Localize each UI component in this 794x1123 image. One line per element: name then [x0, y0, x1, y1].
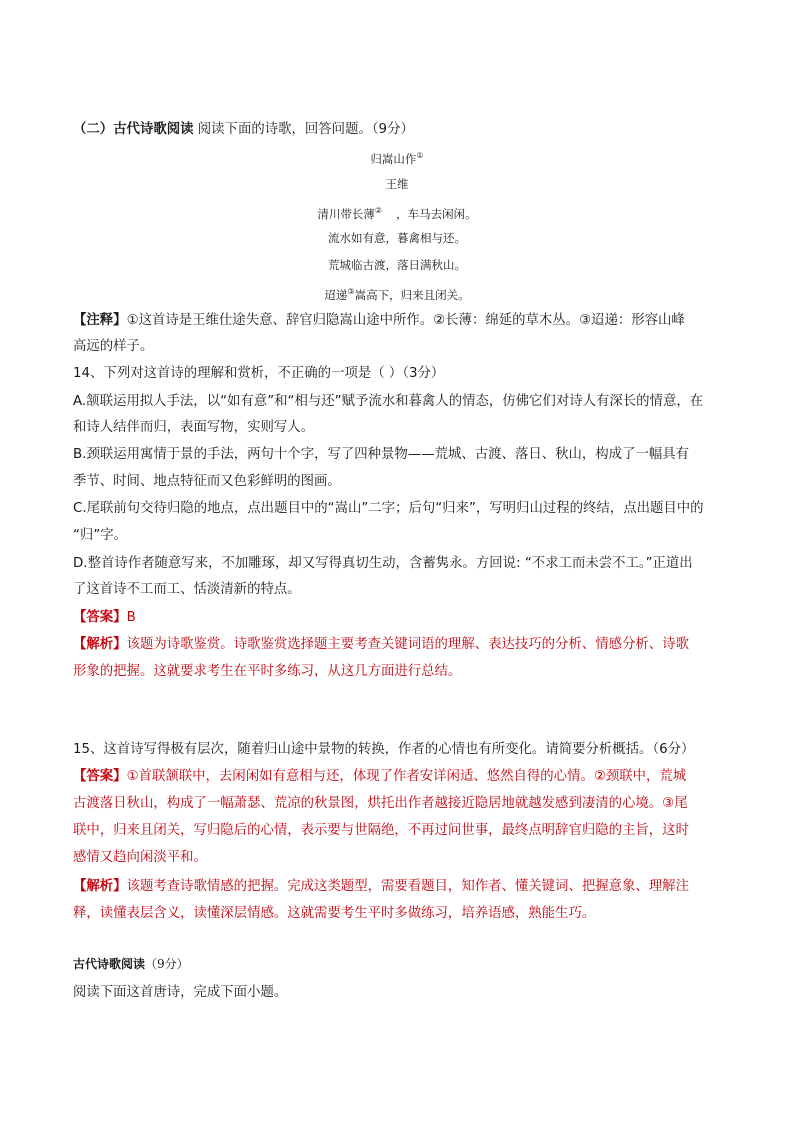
notes-label: 【注释】	[73, 313, 127, 328]
section-instruction: 阅读下面的诗歌，回答问题。（9分）	[197, 122, 414, 137]
q14-option-d-2: 了这首诗不工而工、恬淡清新的特点。	[73, 582, 301, 597]
poem-author: 王维	[385, 177, 409, 191]
analysis-label: 【解析】	[73, 879, 127, 894]
q14-analysis-2: 形象的把握。这就要求考生在平时多练习，从这几方面进行总结。	[73, 664, 462, 679]
next-section-title: 古代诗歌阅读	[73, 957, 146, 971]
q14-option-a-2: 和诗人结伴而归，表面写物，实则写人。	[73, 420, 315, 435]
q15-answer-3: 联中，归来且闭关，写归隐后的心情，表示要与世隔绝，不再过问世事，最终点明辞官归隐的主旨，这时	[73, 823, 689, 838]
q14-option-a-1: A.颔联运用拟人手法，以“如有意”和“相与还”赋予流水和暮禽人的情态，仿佛它们对诗人有深长的情意，在	[73, 394, 704, 409]
section-label: （二）古代诗歌阅读	[73, 122, 194, 137]
footnote-marker: ②	[374, 206, 383, 215]
q14-option-c-1: C.尾联前句交待归隐的地点，点出题目中的“嵩山”二字；后句“归来”，写明归山过程的终结，点出题目中的	[73, 501, 704, 516]
q15-answer-1: 【答案】①首联颔联中，去闲闲如有意相与还，体现了作者安详闲适、悠然自得的心情。②颈联中，荒城	[73, 769, 687, 784]
footnote-marker: ①	[416, 151, 424, 160]
q14-answer	[73, 608, 136, 628]
next-section-header	[73, 954, 189, 975]
q14-stem: 14、下列对这首诗的理解和赏析，不正确的一项是（ ）（3分）	[73, 366, 445, 381]
answer-value: B	[126, 610, 136, 625]
q15-stem: 15、这首诗写得极有层次，随着归山途中景物的转换，作者的心情也有所变化。请简要分析概括。（6分）	[73, 742, 695, 757]
footnote-marker: ③	[347, 287, 355, 296]
q14-option-b-1: B.颈联运用寓情于景的手法，两句十个字，写了四种景物——荒城、古渡、落日、秋山，构成了一幅具有	[73, 447, 690, 462]
poem-title: 归嵩山作①	[370, 151, 424, 166]
poem-line-2: 流水如有意，暮禽相与还。	[328, 231, 466, 245]
q15-analysis-2: 释，读懂表层含义，读懂深层情感。这就需要考生平时多做练习，培养语感，熟能生巧。	[73, 906, 596, 921]
answer-label: 【答案】	[73, 769, 127, 784]
q15-answer-2: 古渡落日秋山，构成了一幅萧瑟、荒凉的秋景图，烘托出作者越接近隐居地就越发感到凄清的心境。③尾	[73, 796, 688, 811]
notes-line-1: 【注释】①这首诗是王维仕途失意、辞官归隐嵩山途中所作。②长薄：绵延的草木丛。③迢递：形容山峰	[73, 313, 685, 328]
q14-analysis-1: 【解析】该题为诗歌鉴赏。诗歌鉴赏选择题主要考查关键词语的理解、表达技巧的分析、情感分析、诗歌	[73, 637, 689, 652]
q15-answer-4: 感情又趋向闲淡平和。	[73, 850, 207, 865]
q14-option-b-2: 季节、时间、地点特征而又色彩鲜明的图画。	[73, 474, 341, 489]
q15-analysis-1: 【解析】该题考查诗歌情感的把握。完成这类题型，需要看题目，知作者、懂关键词、把握意象、理解注	[73, 879, 689, 894]
q14-option-d-1: D.整首诗作者随意写来，不加雕琢，却又写得真切生动，含蓄隽永。方回说: “不求工而未尝不工。”正道出	[73, 556, 693, 571]
next-section-instruction: 阅读下面这首唐诗，完成下面小题。	[73, 985, 288, 1000]
poem-line-3: 荒城临古渡，落日满秋山。	[328, 258, 466, 272]
notes-line-2: 高远的样子。	[73, 339, 154, 354]
next-section-score: （9分）	[145, 957, 189, 971]
q14-option-c-2: “归”字。	[73, 528, 128, 543]
poem-line-1: 清川带长薄② ，车马去闲闲。	[317, 206, 477, 221]
answer-label: 【答案】	[73, 610, 127, 625]
analysis-label: 【解析】	[73, 637, 127, 652]
poem-line-4: 迢递③嵩高下，归来且闭关。	[324, 287, 470, 302]
section-header	[73, 120, 414, 140]
